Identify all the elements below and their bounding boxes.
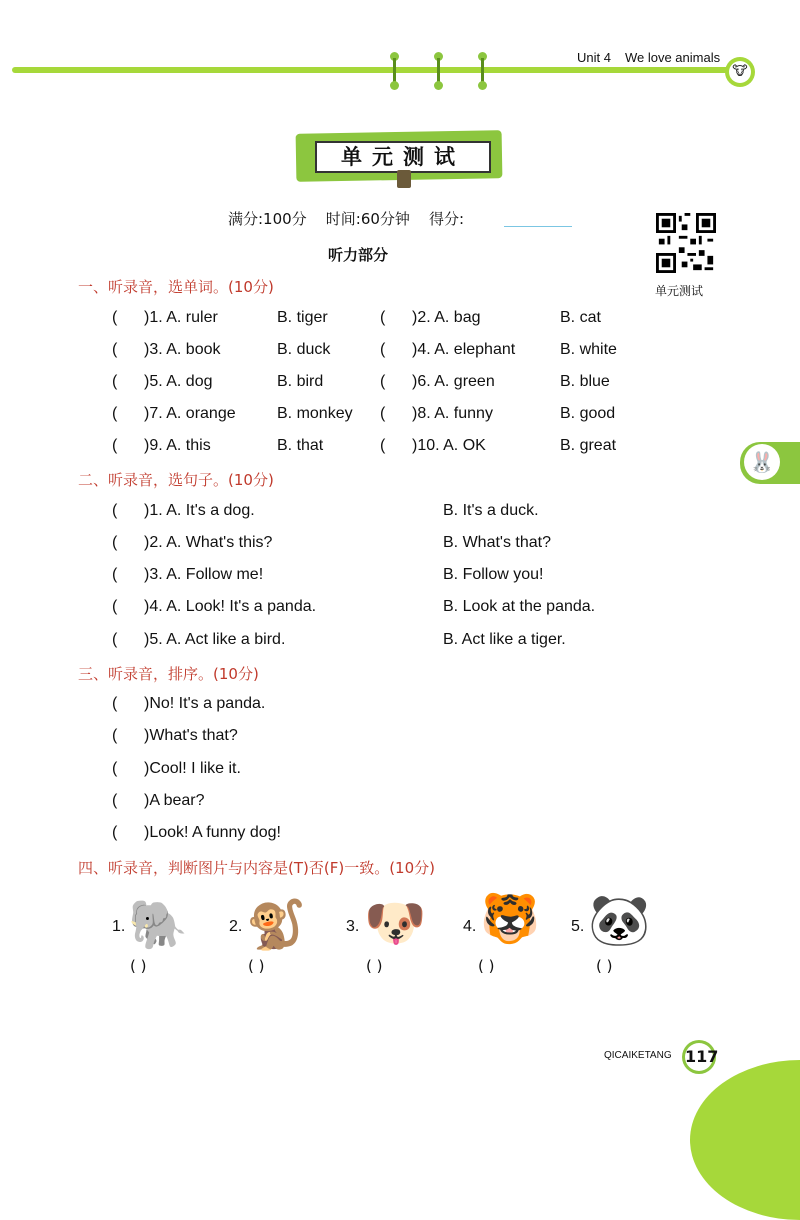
answer-blank[interactable]: ( ) xyxy=(130,957,147,975)
listening-heading: 听力部分 xyxy=(328,246,389,264)
header-bar xyxy=(12,67,740,73)
list-item[interactable]: ( )4. A. elephant xyxy=(380,341,516,358)
section-1-title: 一、听录音，选单词。(10分) xyxy=(78,278,274,296)
list-item[interactable]: ( )Cool! I like it. xyxy=(112,760,241,777)
list-item[interactable]: ( )7. A. orange xyxy=(112,405,236,422)
answer-blank[interactable]: ( ) xyxy=(366,957,383,975)
list-item[interactable]: ( )1. A. ruler xyxy=(112,309,218,326)
option-b: B. It's a duck. xyxy=(443,502,539,519)
page-number: 117 xyxy=(685,1043,713,1071)
picture-number: 5. xyxy=(571,918,585,935)
qr-label: 单元测试 xyxy=(655,284,704,298)
section-3-title: 三、听录音，排序。(10分) xyxy=(78,665,259,683)
panda-icon: 🐼 xyxy=(588,891,651,949)
rabbit-icon: 🐰 xyxy=(744,444,780,480)
option-b: B. cat xyxy=(560,309,601,326)
option-b: B. monkey xyxy=(277,405,353,422)
option-b: B. bird xyxy=(277,373,324,390)
header-badge xyxy=(725,57,755,87)
answer-blank[interactable]: ( ) xyxy=(478,957,495,975)
option-b: B. Look at the panda. xyxy=(443,598,596,615)
section-4-title: 四、听录音，判断图片与内容是(T)否(F)一致。(10分) xyxy=(78,859,435,877)
section-2-title: 二、听录音，选句子。(10分) xyxy=(78,471,274,489)
option-b: B. blue xyxy=(560,373,610,390)
tag-icon xyxy=(397,170,411,188)
monkey-icon: 🐒 xyxy=(246,897,306,953)
picture-number: 3. xyxy=(346,918,360,935)
option-b: B. tiger xyxy=(277,309,328,326)
side-tab[interactable] xyxy=(740,442,800,484)
score-blank[interactable] xyxy=(504,226,572,227)
list-item[interactable]: ( )5. A. dog xyxy=(112,373,213,390)
picture-number: 1. xyxy=(112,918,126,935)
binder-pin-icon xyxy=(434,52,443,90)
option-b: B. that xyxy=(277,437,324,454)
brand-text: QICAIKETANG xyxy=(604,1050,672,1061)
corner-decoration xyxy=(690,1060,800,1220)
qr-code-icon[interactable] xyxy=(656,213,716,273)
list-item[interactable]: ( )1. A. It's a dog. xyxy=(112,502,255,519)
list-item[interactable]: ( )10. A. OK xyxy=(380,437,486,454)
elephant-icon: 🐘 xyxy=(128,897,188,953)
list-item[interactable]: ( )A bear? xyxy=(112,792,205,809)
option-b: B. good xyxy=(560,405,616,422)
binder-pin-icon xyxy=(478,52,487,90)
picture-number: 2. xyxy=(229,918,243,935)
list-item[interactable]: ( )4. A. Look! It's a panda. xyxy=(112,598,317,615)
cow-icon: 🐮 xyxy=(729,61,751,83)
list-item[interactable]: ( )2. A. bag xyxy=(380,309,481,326)
list-item[interactable]: ( )9. A. this xyxy=(112,437,211,454)
list-item[interactable]: ( )5. A. Act like a bird. xyxy=(112,631,286,648)
list-item[interactable]: ( )3. A. Follow me! xyxy=(112,566,264,583)
page-number-badge xyxy=(682,1040,719,1074)
list-item[interactable]: ( )Look! A funny dog! xyxy=(112,824,281,841)
list-item[interactable]: ( )3. A. book xyxy=(112,341,221,358)
option-b: B. white xyxy=(560,341,617,358)
page-title: 单元测试 xyxy=(315,141,491,173)
answer-blank[interactable]: ( ) xyxy=(248,957,265,975)
list-item[interactable]: ( )No! It's a panda. xyxy=(112,695,266,712)
option-b: B. Act like a tiger. xyxy=(443,631,566,648)
option-b: B. Follow you! xyxy=(443,566,544,583)
list-item[interactable]: ( )6. A. green xyxy=(380,373,495,390)
list-item[interactable]: ( )2. A. What's this? xyxy=(112,534,273,551)
option-b: B. What's that? xyxy=(443,534,551,551)
dog-icon: 🐶 xyxy=(364,894,427,952)
tiger-icon: 🐯 xyxy=(480,891,540,947)
list-item[interactable]: ( )8. A. funny xyxy=(380,405,493,422)
option-b: B. duck xyxy=(277,341,331,358)
list-item[interactable]: ( )What's that? xyxy=(112,727,238,744)
picture-number: 4. xyxy=(463,918,477,935)
answer-blank[interactable]: ( ) xyxy=(596,957,613,975)
unit-header: Unit 4 We love animals xyxy=(577,50,721,65)
option-b: B. great xyxy=(560,437,617,454)
exam-info: 满分:100分 时间:60分钟 得分: xyxy=(228,210,465,228)
binder-pin-icon xyxy=(390,52,399,90)
